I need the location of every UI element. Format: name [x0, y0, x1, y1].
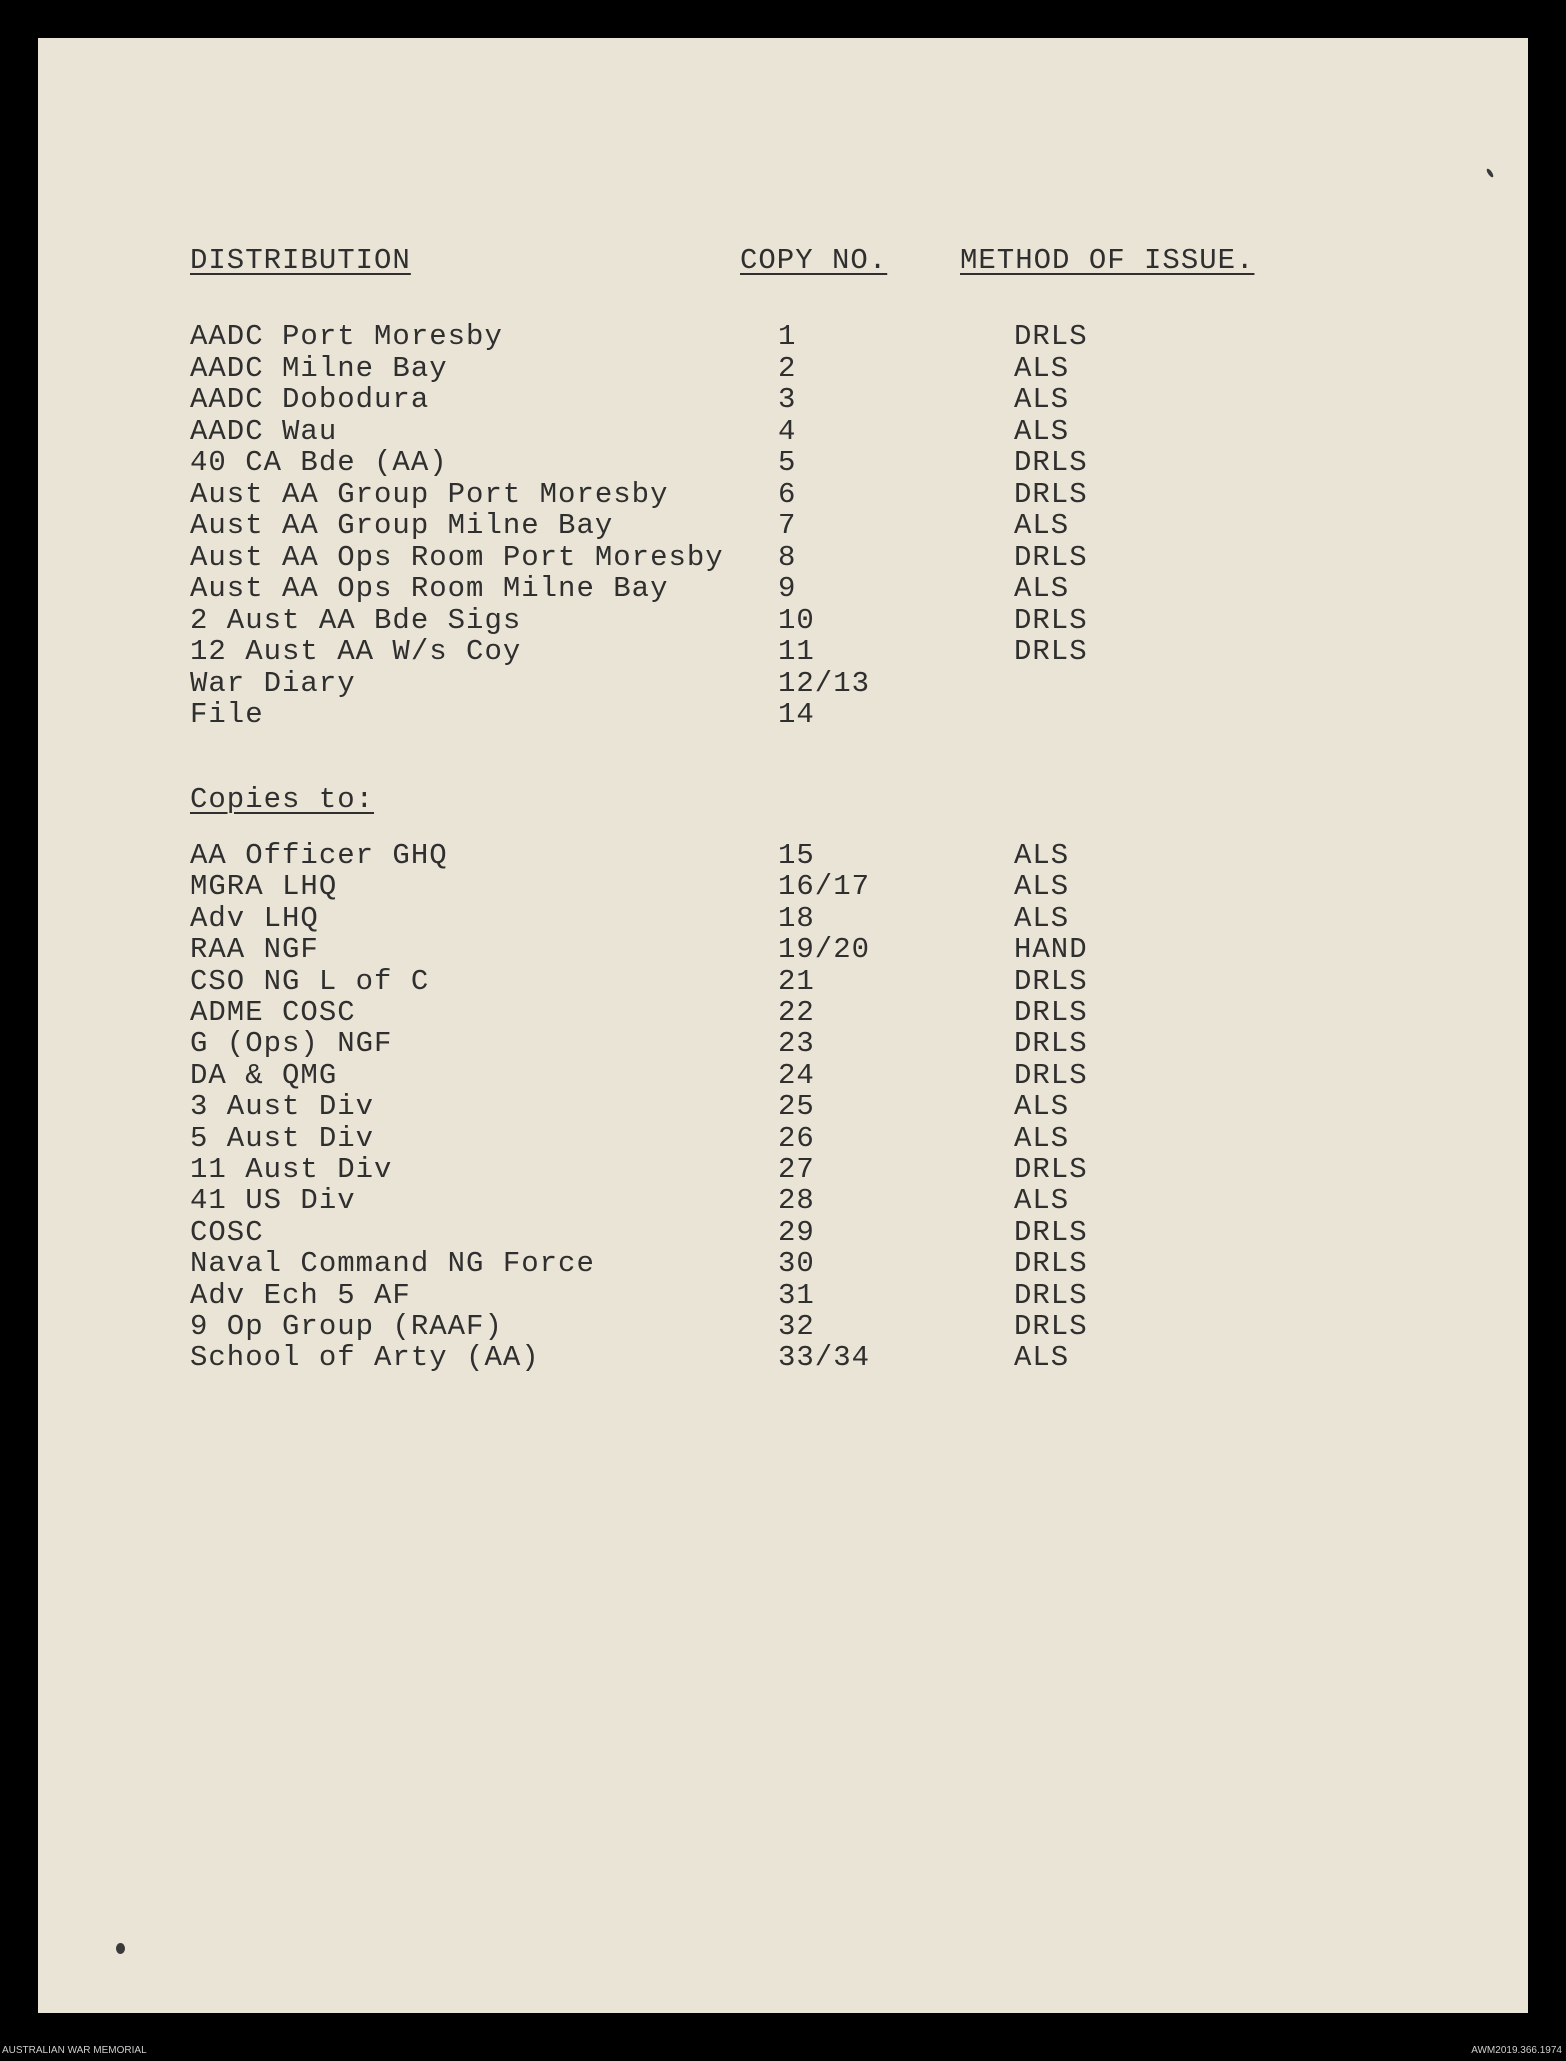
- issue-method: DRLS: [1014, 964, 1088, 998]
- recipient-name: Adv LHQ: [190, 901, 319, 935]
- issue-method: DRLS: [1014, 1278, 1088, 1312]
- copy-number: 11: [778, 635, 815, 668]
- issue-method: DRLS: [1014, 1058, 1088, 1092]
- issue-method: DRLS: [1014, 446, 1088, 479]
- issue-method: DRLS: [1014, 996, 1088, 1029]
- recipient-name: ADME COSC: [190, 996, 356, 1029]
- table-row: [38, 572, 1528, 604]
- archive-credit: AUSTRALIAN WAR MEMORIAL: [2, 2045, 147, 2056]
- recipient-name: Aust AA Ops Room Milne Bay: [190, 572, 669, 605]
- issue-method: ALS: [1014, 1184, 1070, 1218]
- table-row: [38, 1090, 1528, 1122]
- issue-method: ALS: [1014, 901, 1070, 935]
- table-row: [38, 541, 1528, 573]
- table-row: [38, 1310, 1528, 1342]
- table-row: [38, 320, 1528, 352]
- table-row: [38, 1184, 1528, 1216]
- copy-number: 32: [778, 1310, 815, 1343]
- method-heading: METHOD OF ISSUE.: [960, 244, 1255, 277]
- table-row: [38, 1153, 1528, 1185]
- copy-number: 27: [778, 1153, 815, 1186]
- table-row: [38, 1027, 1528, 1059]
- copy-number: 25: [778, 1090, 815, 1124]
- table-row: [38, 635, 1528, 667]
- issue-method: DRLS: [1014, 1215, 1088, 1249]
- document-page: [38, 38, 1528, 2013]
- copy-number: 30: [778, 1247, 815, 1281]
- issue-method: ALS: [1014, 572, 1070, 605]
- copy-number: 22: [778, 996, 815, 1029]
- recipient-name: AA Officer GHQ: [190, 839, 448, 872]
- recipient-name: File: [190, 698, 264, 731]
- issue-method: DRLS: [1014, 1027, 1088, 1061]
- issue-method: DRLS: [1014, 540, 1088, 574]
- table-row: [38, 870, 1528, 902]
- table-row: [38, 383, 1528, 415]
- table-row: [38, 1216, 1528, 1248]
- issue-method: ALS: [1014, 1341, 1070, 1375]
- recipient-name: Adv Ech 5 AF: [190, 1278, 411, 1312]
- copy-number: 16/17: [778, 870, 871, 904]
- table-row: [38, 996, 1528, 1028]
- issue-method: ALS: [1014, 1121, 1070, 1155]
- table-row: [38, 933, 1528, 965]
- paper-mark: [1485, 168, 1494, 178]
- table-row: [38, 604, 1528, 636]
- table-row: [38, 1122, 1528, 1154]
- recipient-name: AADC Wau: [190, 414, 338, 448]
- recipient-name: Aust AA Ops Room Port Moresby: [190, 540, 724, 574]
- paper-mark: [116, 1943, 125, 1954]
- recipient-name: COSC: [190, 1215, 264, 1249]
- recipient-name: AADC Dobodura: [190, 383, 430, 416]
- issue-method: ALS: [1014, 1090, 1070, 1124]
- recipient-name: 9 Op Group (RAAF): [190, 1310, 503, 1343]
- copy-number: 14: [778, 698, 815, 731]
- recipient-name: Aust AA Group Milne Bay: [190, 509, 614, 542]
- table-row: [38, 478, 1528, 510]
- table-row: [38, 1279, 1528, 1311]
- recipient-name: 11 Aust Div: [190, 1153, 393, 1186]
- recipient-name: 41 US Div: [190, 1184, 356, 1218]
- recipient-name: 5 Aust Div: [190, 1121, 375, 1155]
- copy-number: 29: [778, 1215, 815, 1249]
- copy-number: 7: [778, 509, 797, 542]
- recipient-name: 40 CA Bde (AA): [190, 446, 448, 479]
- table-row: [38, 1247, 1528, 1279]
- copy-number: 24: [778, 1058, 815, 1092]
- copy-number: 18: [778, 901, 815, 935]
- copies-heading-row: [38, 783, 1528, 815]
- issue-method: DRLS: [1014, 1153, 1088, 1186]
- copy-number: 4: [778, 414, 797, 448]
- recipient-name: Aust AA Group Port Moresby: [190, 477, 669, 511]
- table-row: [38, 415, 1528, 447]
- issue-method: ALS: [1014, 414, 1070, 448]
- recipient-name: 2 Aust AA Bde Sigs: [190, 603, 522, 637]
- table-row: [38, 446, 1528, 478]
- distribution-heading: DISTRIBUTION: [190, 244, 411, 277]
- recipient-name: MGRA LHQ: [190, 870, 338, 904]
- recipient-name: Naval Command NG Force: [190, 1247, 595, 1281]
- table-row: [38, 667, 1528, 699]
- recipient-name: DA & QMG: [190, 1058, 338, 1092]
- table-row: [38, 902, 1528, 934]
- recipient-name: School of Arty (AA): [190, 1341, 540, 1375]
- issue-method: ALS: [1014, 351, 1070, 385]
- recipient-name: 12 Aust AA W/s Coy: [190, 635, 522, 668]
- copy-number: 28: [778, 1184, 815, 1218]
- table-row: [38, 1341, 1528, 1373]
- copy-number: 8: [778, 540, 797, 574]
- issue-method: DRLS: [1014, 1310, 1088, 1343]
- table-row: [38, 352, 1528, 384]
- copy-number: 6: [778, 477, 797, 511]
- issue-method: DRLS: [1014, 320, 1088, 353]
- copy-number: 19/20: [778, 933, 871, 967]
- copy-no-heading: COPY NO.: [740, 244, 888, 277]
- issue-method: ALS: [1014, 839, 1070, 872]
- copy-number: 21: [778, 964, 815, 998]
- copies-heading: Copies to:: [190, 783, 375, 816]
- copy-number: 26: [778, 1121, 815, 1155]
- issue-method: ALS: [1014, 870, 1070, 904]
- copy-number: 3: [778, 383, 797, 416]
- issue-method: DRLS: [1014, 477, 1088, 511]
- recipient-name: 3 Aust Div: [190, 1090, 375, 1124]
- issue-method: DRLS: [1014, 1247, 1088, 1281]
- copy-number: 31: [778, 1278, 815, 1312]
- table-row: [38, 1059, 1528, 1091]
- recipient-name: War Diary: [190, 666, 356, 700]
- table-row: [38, 509, 1528, 541]
- issue-method: HAND: [1014, 933, 1088, 967]
- copy-number: 9: [778, 572, 797, 605]
- recipient-name: RAA NGF: [190, 933, 319, 967]
- copy-number: 10: [778, 603, 815, 637]
- copy-number: 15: [778, 839, 815, 872]
- copy-number: 23: [778, 1027, 815, 1061]
- table-row: [38, 698, 1528, 730]
- copy-number: 5: [778, 446, 797, 479]
- recipient-name: G (Ops) NGF: [190, 1027, 393, 1061]
- copy-number: 12/13: [778, 666, 871, 700]
- recipient-name: AADC Milne Bay: [190, 351, 448, 385]
- issue-method: DRLS: [1014, 635, 1088, 668]
- issue-method: DRLS: [1014, 603, 1088, 637]
- recipient-name: CSO NG L of C: [190, 964, 430, 998]
- copy-number: 33/34: [778, 1341, 871, 1375]
- recipient-name: AADC Port Moresby: [190, 320, 503, 353]
- table-row: [38, 965, 1528, 997]
- archive-reference: AWM2019.366.1974: [1471, 2045, 1562, 2056]
- copy-number: 1: [778, 320, 797, 353]
- table-row: [38, 839, 1528, 871]
- copy-number: 2: [778, 351, 797, 385]
- issue-method: ALS: [1014, 509, 1070, 542]
- issue-method: ALS: [1014, 383, 1070, 416]
- header-row: [38, 244, 1528, 276]
